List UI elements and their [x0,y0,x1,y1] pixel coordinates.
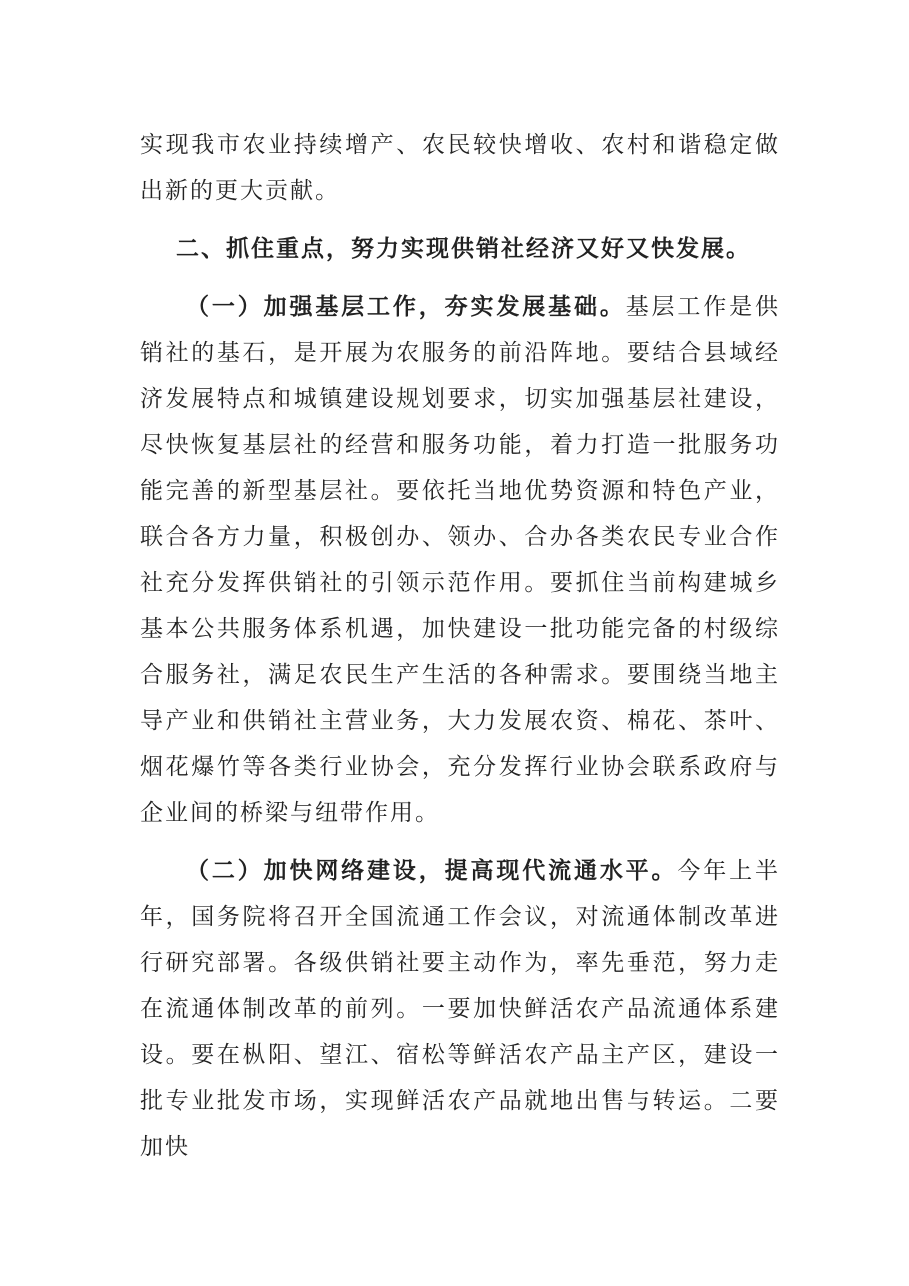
section-heading [140,226,780,272]
paragraph-text: 今年上半年，国务院将召开全国流通工作会议，对流通体制改革进行研究部署。各级供销社要主动作为，率先垂范，努力走在流通体制改革的前列。一要加快鲜活农产品流通体系建设。要在枞阳、望江、宿松等鲜活农产品主产区，建设一批专业批发市场，实现鲜活农产品就地出售与转运。二要加快 [140,858,781,1160]
paragraph-lead: （一）加强基层工作，夯实发展基础。 [186,293,626,320]
paragraph-network-building [140,848,780,1170]
paragraph-text: 实现我市农业持续增产、农民较快增收、农村和谐稳定做出新的更大贡献。 [140,132,780,204]
heading-text: 二、抓住重点，努力实现供销社经济又好又快发展。 [176,235,751,262]
paragraph-text: 基层工作是供销社的基石，是开展为农服务的前沿阵地。要结合县域经济发展特点和城镇建设规划要求，切实加强基层社建设，尽快恢复基层社的经营和服务功能，着力打造一批服务功能完善的新型基层社。要依托当地优势资源和特色产业，联合各方力量，积极创办、领办、合办各类农民专业合作社充分发挥供销社的引领示范作用。要抓住当前构建城乡基本公共服务体系机遇，加快建设一批功能完备的村级综合服务社，满足农民生产生活的各种需求。要围绕当地主导产业和供销社主营业务，大力发展农资、棉花、茶叶、烟花爆竹等各类行业协会，充分发挥行业协会联系政府与企业间的桥梁与纽带作用。 [140,294,781,826]
paragraph-basic-work [140,284,780,836]
paragraph-continuation [140,122,780,214]
document-body [140,122,780,1170]
paragraph-lead: （二）加快网络建设，提高现代流通水平。 [186,857,678,884]
